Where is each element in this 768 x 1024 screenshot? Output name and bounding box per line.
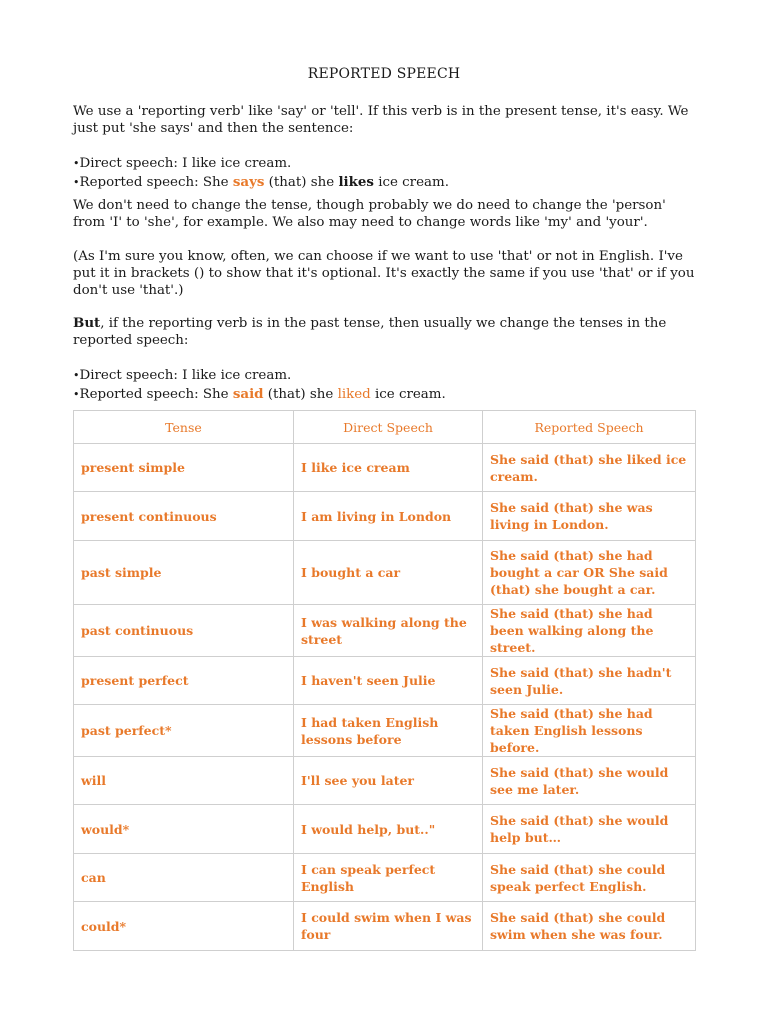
- bullet-icon: •: [73, 369, 80, 382]
- bullet-icon: •: [73, 176, 80, 189]
- header-reported-speech: Reported Speech: [483, 411, 696, 444]
- paragraph-3: (As I'm sure you know, often, we can choose if we want to use 'that' or not in English. I've put it in brackets () to show that it's optional. It's exactly the same if you use 'that' or if you don't use 'that'.): [73, 249, 695, 298]
- table-row: [74, 854, 696, 902]
- cell-tense: can: [74, 854, 294, 902]
- example2-reported: [73, 386, 446, 403]
- cell-reported: She said (that) she liked ice cream.: [483, 444, 696, 492]
- cell-reported: She said (that) she was living in London.: [483, 492, 696, 541]
- intro-paragraph: We use a 'reporting verb' like 'say' or 'tell'. If this verb is in the present tense, it's easy. We just put 'she says' and then the sentence:: [73, 104, 689, 136]
- example2-suffix: ice cream.: [375, 387, 446, 402]
- cell-tense: present continuous: [74, 492, 294, 541]
- header-tense: Tense: [74, 411, 294, 444]
- example1-mid: (that) she: [268, 175, 335, 190]
- example1-reported: [73, 174, 449, 191]
- table-row: [74, 605, 696, 657]
- cell-reported: She said (that) she could swim when she was four.: [483, 902, 696, 951]
- table-row: [74, 902, 696, 951]
- example2-bold: liked: [337, 387, 371, 402]
- example2-direct: [73, 367, 291, 384]
- example1-direct: [73, 155, 291, 172]
- paragraph-4-bold: But: [73, 315, 101, 331]
- paragraph-4: [73, 315, 698, 349]
- example1-verb: says: [232, 174, 265, 190]
- cell-reported: She said (that) she had been walking along the street.: [483, 605, 696, 657]
- example2-prefix: Reported speech: She: [79, 387, 229, 402]
- cell-reported: She said (that) she would see me later.: [483, 757, 696, 805]
- tense-table: [73, 410, 696, 951]
- table-row: [74, 757, 696, 805]
- cell-reported: She said (that) she had bought a car OR She said (that) she bought a car.: [483, 541, 696, 605]
- cell-reported: She said (that) she would help but…: [483, 805, 696, 854]
- cell-reported: She said (that) she had taken English lessons before.: [483, 705, 696, 757]
- example1-suffix: ice cream.: [378, 175, 449, 190]
- example1-direct-text: Direct speech: I like ice cream.: [79, 156, 292, 171]
- cell-reported: She said (that) she hadn't seen Julie.: [483, 657, 696, 705]
- example1-bold: likes: [338, 174, 374, 190]
- table-header-row: [74, 411, 696, 444]
- bullet-icon: •: [73, 388, 80, 401]
- cell-direct: I had taken English lessons before: [294, 705, 483, 757]
- cell-tense: present simple: [74, 444, 294, 492]
- cell-tense: past simple: [74, 541, 294, 605]
- table-row: [74, 444, 696, 492]
- cell-tense: present perfect: [74, 657, 294, 705]
- table-row: [74, 805, 696, 854]
- cell-tense: past continuous: [74, 605, 294, 657]
- cell-tense: will: [74, 757, 294, 805]
- cell-direct: I like ice cream: [294, 444, 483, 492]
- cell-direct: I am living in London: [294, 492, 483, 541]
- cell-direct: I'll see you later: [294, 757, 483, 805]
- cell-tense: past perfect*: [74, 705, 294, 757]
- example2-direct-text: Direct speech: I like ice cream.: [79, 368, 292, 383]
- header-direct-speech: Direct Speech: [294, 411, 483, 444]
- cell-direct: I could swim when I was four: [294, 902, 483, 951]
- cell-direct: I haven't seen Julie: [294, 657, 483, 705]
- cell-tense: could*: [74, 902, 294, 951]
- table-row: [74, 492, 696, 541]
- paragraph-4-rest: , if the reporting verb is in the past tense, then usually we change the tenses in the reported speech:: [73, 316, 667, 348]
- example1-prefix: Reported speech: She: [79, 175, 229, 190]
- cell-reported: She said (that) she could speak perfect English.: [483, 854, 696, 902]
- example2-mid: (that) she: [267, 387, 334, 402]
- cell-direct: I can speak perfect English: [294, 854, 483, 902]
- page-title: REPORTED SPEECH: [307, 66, 461, 82]
- cell-direct: I bought a car: [294, 541, 483, 605]
- table-row: [74, 541, 696, 605]
- table-row: [74, 657, 696, 705]
- paragraph-2: We don't need to change the tense, though probably we do need to change the 'person' from 'I' to 'she', for example. We also may need to change words like 'my' and 'your'.: [73, 198, 666, 230]
- cell-tense: would*: [74, 805, 294, 854]
- bullet-icon: •: [73, 157, 80, 170]
- cell-direct: I was walking along the street: [294, 605, 483, 657]
- cell-direct: I would help, but..": [294, 805, 483, 854]
- example2-verb: said: [232, 386, 264, 402]
- table-row: [74, 705, 696, 757]
